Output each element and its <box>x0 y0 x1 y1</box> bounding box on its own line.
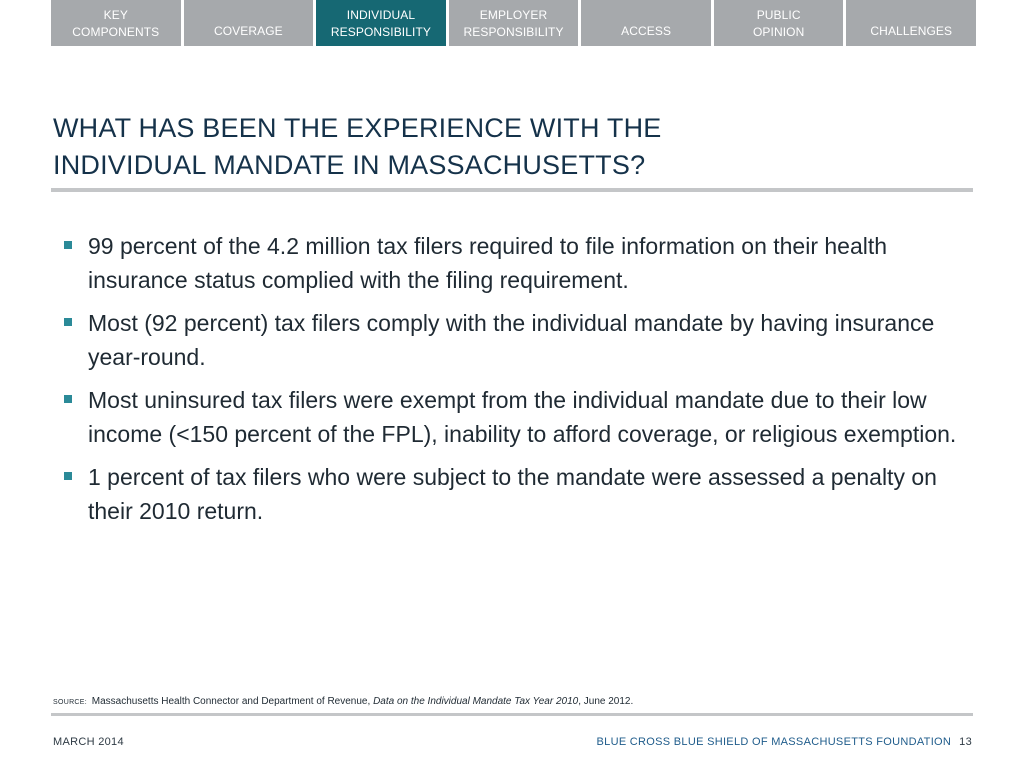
square-bullet-icon <box>64 472 72 480</box>
bullet-item <box>62 229 962 297</box>
tab-public-opinion[interactable]: PUBLIC OPINION <box>714 0 844 46</box>
source-label: SOURCE: <box>53 699 87 706</box>
slide-title <box>53 110 953 184</box>
square-bullet-icon <box>64 395 72 403</box>
tab-employer-responsibility[interactable]: EMPLOYER RESPONSIBILITY <box>449 0 579 46</box>
tab-coverage[interactable]: COVERAGE <box>184 0 314 46</box>
slide-title-line-1: WHAT HAS BEEN THE EXPERIENCE WITH THE <box>53 113 662 143</box>
source-document-title: Data on the Individual Mandate Tax Year 2010 <box>373 696 579 707</box>
footer-divider <box>51 713 973 716</box>
bullet-item <box>62 383 962 451</box>
slide-title-line-2: INDIVIDUAL MANDATE IN MASSACHUSETTS? <box>53 150 646 180</box>
bullet-text: 1 percent of tax filers who were subject to the mandate were assessed a penalty on their 2010 return. <box>88 464 937 524</box>
tab-challenges[interactable]: CHALLENGES <box>846 0 976 46</box>
source-text: Massachusetts Health Connector and Department of Revenue, <box>91 696 371 707</box>
source-date: , June 2012. <box>578 696 634 707</box>
tab-access[interactable]: ACCESS <box>581 0 711 46</box>
bullet-text: Most uninsured tax filers were exempt from the individual mandate due to their low income (<150 percent of the FPL), inability to afford coverage, or religious exemption. <box>88 387 957 447</box>
section-nav <box>51 0 976 46</box>
square-bullet-icon <box>64 318 72 326</box>
page-number: 13 <box>959 736 972 748</box>
bullet-text: Most (92 percent) tax filers comply with the individual mandate by having insurance year-round. <box>88 310 935 370</box>
tab-key-components[interactable]: KEY COMPONENTS <box>51 0 181 46</box>
footer-date: MARCH 2014 <box>53 736 124 748</box>
bullet-text: 99 percent of the 4.2 million tax filers required to file information on their health insurance status complied with the filing requirement. <box>88 233 888 293</box>
bullet-list <box>62 229 962 537</box>
bullet-item <box>62 306 962 374</box>
bullet-item <box>62 460 962 528</box>
source-note <box>53 696 633 707</box>
footer-organization <box>597 736 972 748</box>
title-divider <box>51 188 973 192</box>
organization-name: BLUE CROSS BLUE SHIELD OF MASSACHUSETTS FOUNDATION <box>596 736 952 748</box>
tab-individual-responsibility[interactable]: INDIVIDUAL RESPONSIBILITY <box>316 0 446 46</box>
square-bullet-icon <box>64 241 72 249</box>
